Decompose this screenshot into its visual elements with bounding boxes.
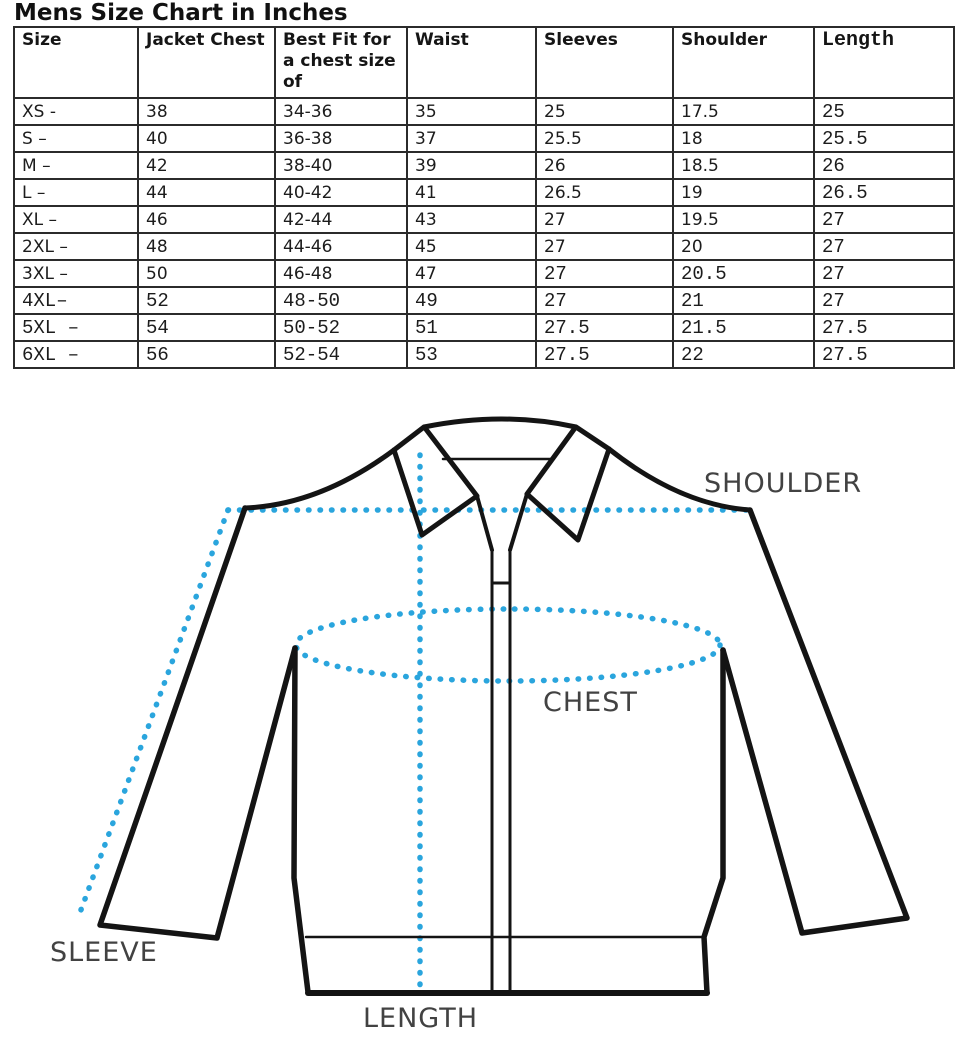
column-header: Shoulder — [673, 27, 814, 98]
table-cell: 27 — [536, 233, 673, 260]
table-cell: 27.5 — [814, 314, 954, 341]
table-cell: 19 — [673, 179, 814, 206]
table-cell: 40-42 — [275, 179, 407, 206]
table-cell: 50 — [138, 260, 275, 287]
table-cell: 18.5 — [673, 152, 814, 179]
table-cell: 39 — [407, 152, 536, 179]
table-row — [14, 98, 954, 125]
column-header: Length — [814, 27, 954, 98]
table-cell: 17.5 — [673, 98, 814, 125]
column-header: Waist — [407, 27, 536, 98]
table-cell: 18 — [673, 125, 814, 152]
collar-left-wing — [394, 428, 477, 535]
table-cell: M – — [14, 152, 138, 179]
table-cell: 42 — [138, 152, 275, 179]
table-cell: 54 — [138, 314, 275, 341]
table-cell: 35 — [407, 98, 536, 125]
table-cell: 22 — [673, 341, 814, 368]
table-cell: 6XL – — [14, 341, 138, 368]
sleeve-label: SLEEVE — [50, 937, 158, 968]
table-row — [14, 314, 954, 341]
table-cell: 46-48 — [275, 260, 407, 287]
table-cell: S – — [14, 125, 138, 152]
table-cell: 34-36 — [275, 98, 407, 125]
table-cell: 20.5 — [673, 260, 814, 287]
table-row — [14, 206, 954, 233]
column-header: Jacket Chest — [138, 27, 275, 98]
zipper — [492, 550, 510, 992]
table-cell: L – — [14, 179, 138, 206]
table-cell: 36-38 — [275, 125, 407, 152]
table-cell: 20 — [673, 233, 814, 260]
table-cell: 2XL – — [14, 233, 138, 260]
table-cell: 52 — [138, 287, 275, 314]
page-title: Mens Size Chart in Inches — [14, 0, 348, 26]
table-cell: 27 — [814, 206, 954, 233]
table-cell: 25 — [536, 98, 673, 125]
table-cell: 26 — [536, 152, 673, 179]
table-row — [14, 125, 954, 152]
table-cell: 50-52 — [275, 314, 407, 341]
table-cell: 48 — [138, 233, 275, 260]
table-cell: 41 — [407, 179, 536, 206]
table-cell: 27 — [814, 260, 954, 287]
table-cell: 37 — [407, 125, 536, 152]
table-cell: 26.5 — [536, 179, 673, 206]
chest-label: CHEST — [543, 687, 638, 718]
body-left-outline — [294, 648, 308, 992]
chest-measure-ellipse — [296, 609, 720, 681]
table-row — [14, 341, 954, 368]
column-header: Sleeves — [536, 27, 673, 98]
table-cell: 26.5 — [814, 179, 954, 206]
table-row — [14, 152, 954, 179]
table-cell: 21 — [673, 287, 814, 314]
left-shoulder-seam — [245, 450, 394, 508]
table-cell: 27.5 — [536, 314, 673, 341]
table-row — [14, 287, 954, 314]
table-cell: 43 — [407, 206, 536, 233]
left-sleeve-outline — [100, 508, 295, 938]
column-header: Size — [14, 27, 138, 98]
table-row — [14, 179, 954, 206]
table-cell: 46 — [138, 206, 275, 233]
table-cell: 5XL – — [14, 314, 138, 341]
collar-outline — [394, 419, 609, 450]
table-cell: 48-50 — [275, 287, 407, 314]
table-cell: 25.5 — [814, 125, 954, 152]
jacket-diagram-svg — [0, 388, 960, 1050]
table-cell: 25 — [814, 98, 954, 125]
table-cell: 42-44 — [275, 206, 407, 233]
table-body — [14, 98, 954, 368]
table-cell: 27 — [536, 260, 673, 287]
table-cell: 47 — [407, 260, 536, 287]
table-cell: 4XL– — [14, 287, 138, 314]
table-cell: 25.5 — [536, 125, 673, 152]
table-cell: 49 — [407, 287, 536, 314]
neck-v-lines — [477, 494, 527, 550]
jacket-measurement-diagram — [0, 388, 960, 1050]
table-cell: 27 — [536, 287, 673, 314]
column-header: Best Fit for a chest size of — [275, 27, 407, 98]
table-header — [14, 27, 954, 98]
sleeve-measure-line — [78, 510, 228, 918]
right-sleeve-outline — [723, 510, 907, 933]
table-cell: 27 — [814, 287, 954, 314]
body-right-outline — [704, 650, 723, 993]
size-chart-table — [13, 26, 955, 369]
shoulder-label: SHOULDER — [704, 468, 863, 499]
table-cell: XL – — [14, 206, 138, 233]
table-cell: 44-46 — [275, 233, 407, 260]
collar-right-wing — [527, 428, 609, 540]
table-cell: 53 — [407, 341, 536, 368]
table-cell: XS - — [14, 98, 138, 125]
table-cell: 52-54 — [275, 341, 407, 368]
table-row — [14, 260, 954, 287]
table-cell: 38 — [138, 98, 275, 125]
table-cell: 27.5 — [536, 341, 673, 368]
table-cell: 45 — [407, 233, 536, 260]
table-cell: 56 — [138, 341, 275, 368]
table-cell: 40 — [138, 125, 275, 152]
table-cell: 3XL – — [14, 260, 138, 287]
length-label: LENGTH — [363, 1003, 479, 1034]
table-cell: 51 — [407, 314, 536, 341]
table-cell: 44 — [138, 179, 275, 206]
table-cell: 21.5 — [673, 314, 814, 341]
table-row — [14, 233, 954, 260]
table-header-row — [14, 27, 954, 98]
table-cell: 27 — [536, 206, 673, 233]
table-cell: 19.5 — [673, 206, 814, 233]
table-cell: 38-40 — [275, 152, 407, 179]
table-cell: 27 — [814, 233, 954, 260]
table-cell: 26 — [814, 152, 954, 179]
table-cell: 27.5 — [814, 341, 954, 368]
